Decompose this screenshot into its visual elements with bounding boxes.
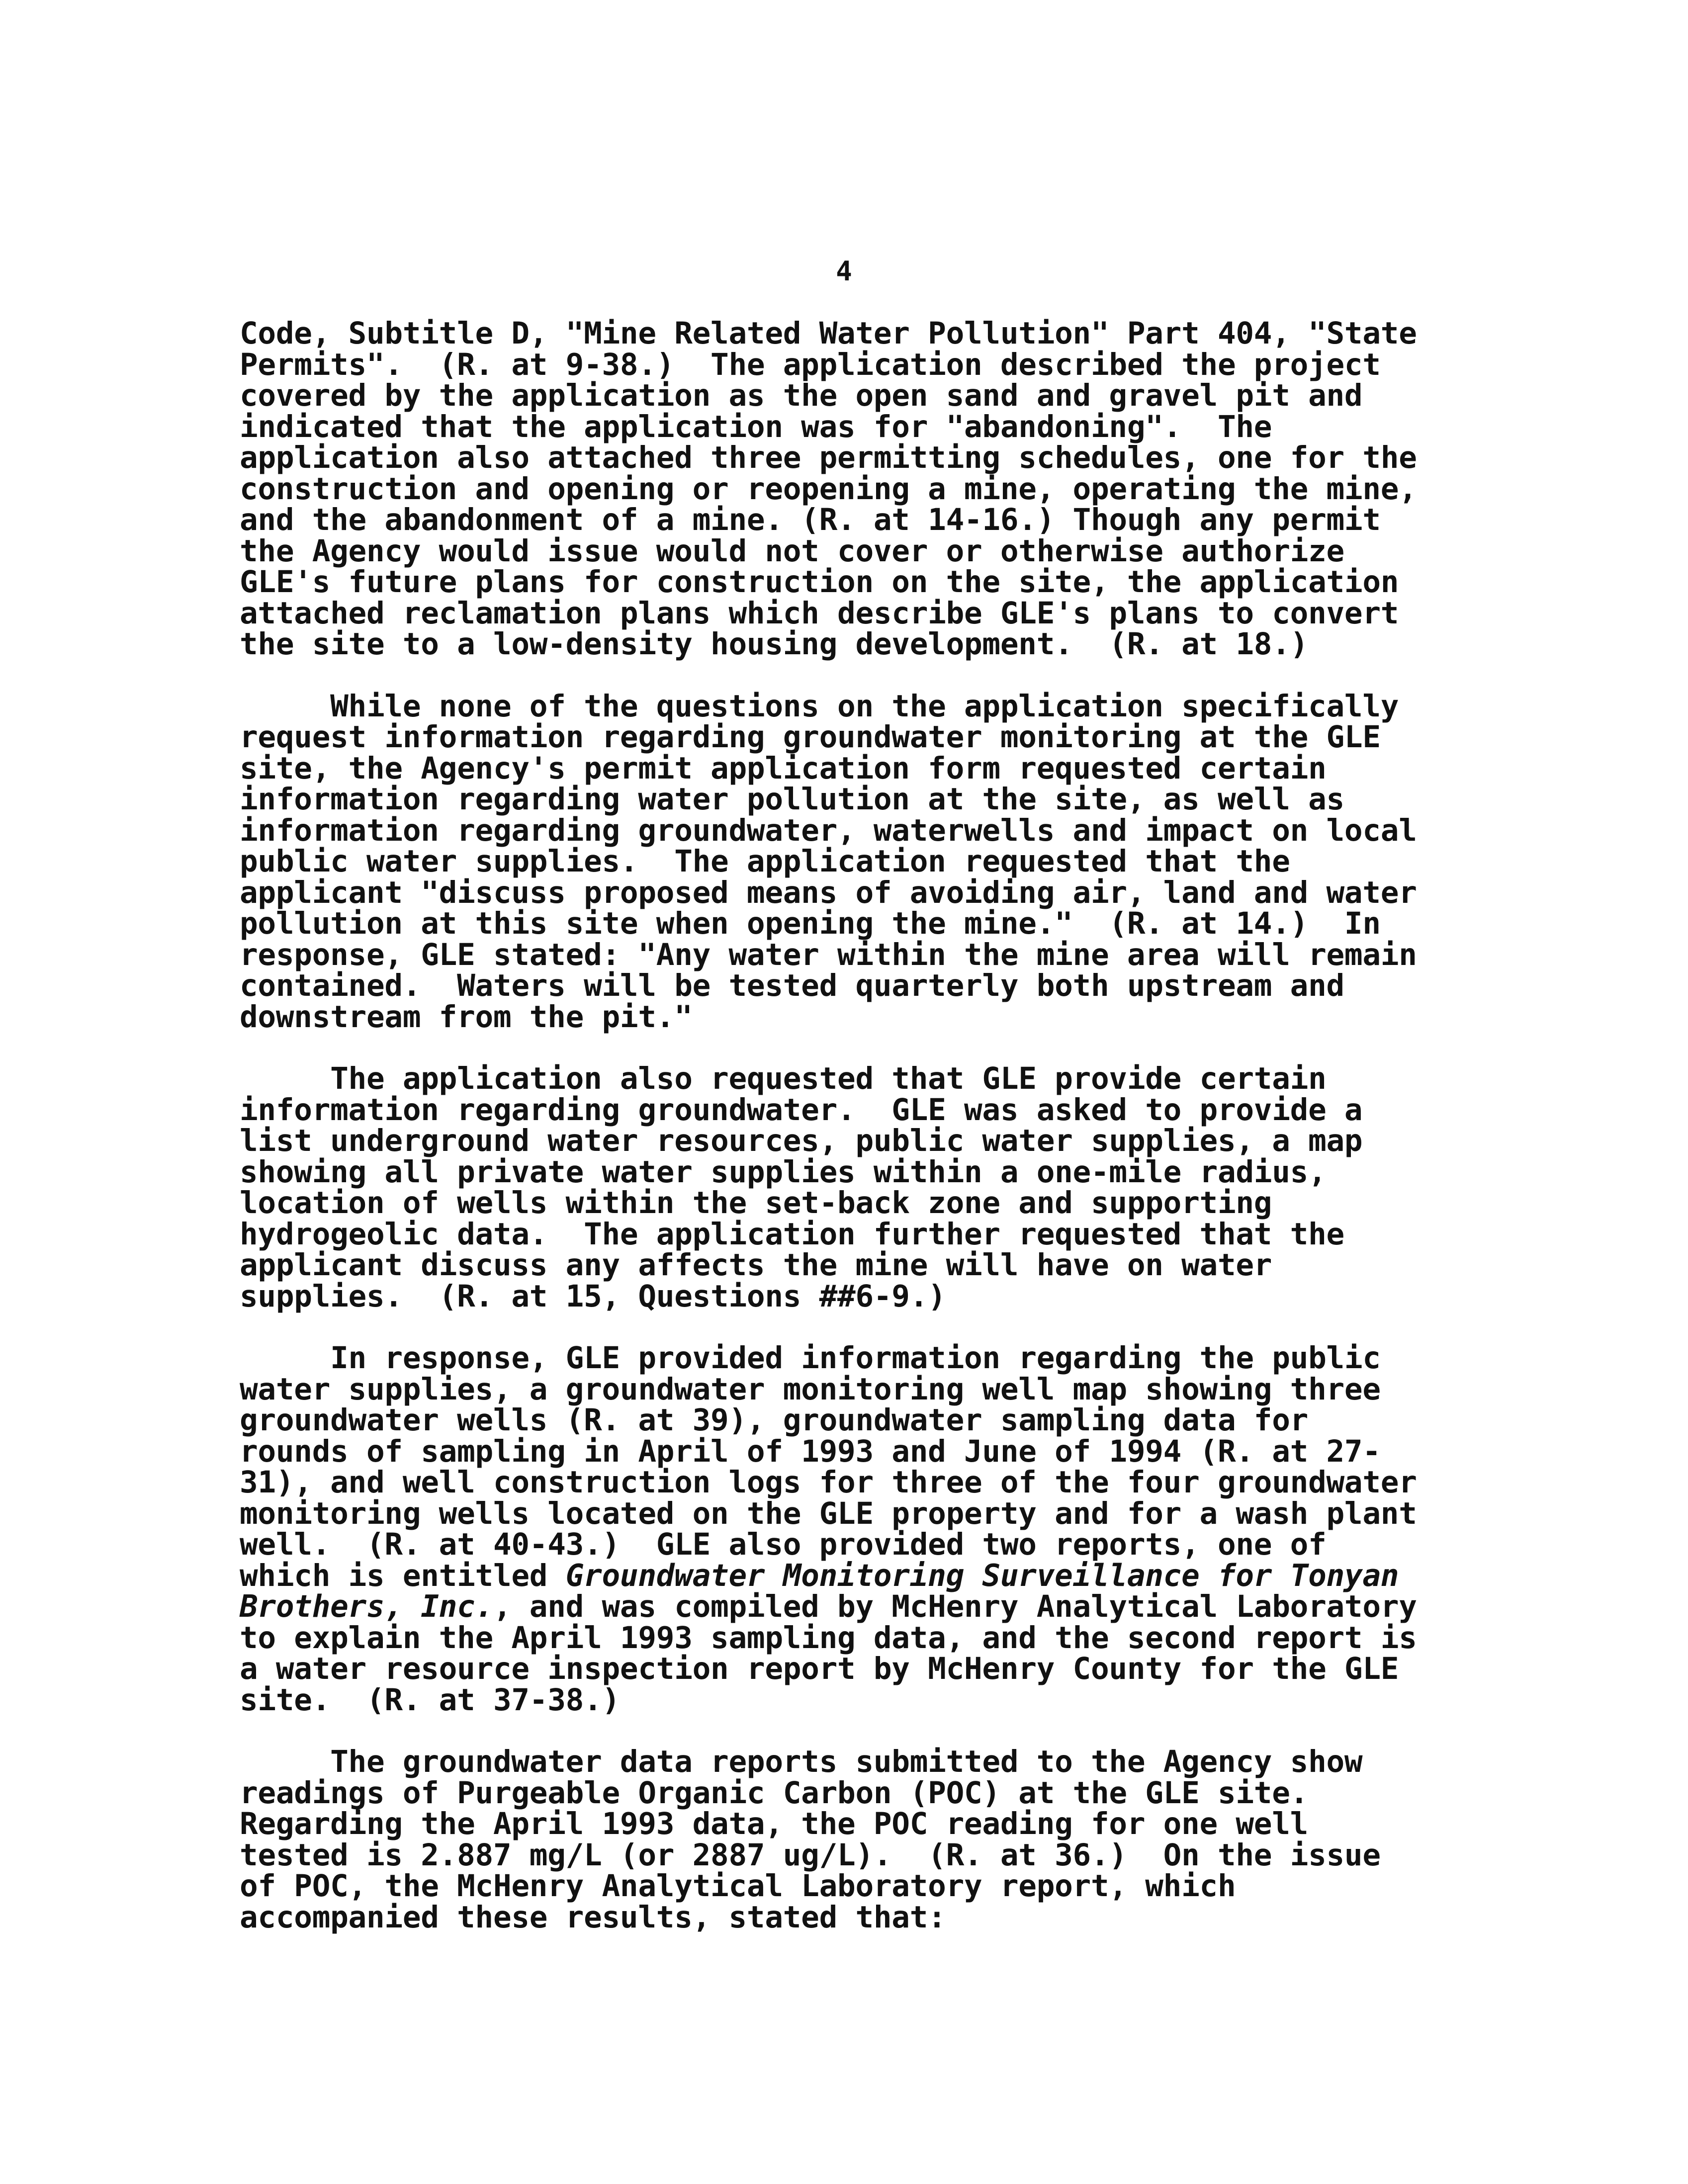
text-line: GLE's future plans for construction on the site, the application bbox=[240, 564, 1399, 600]
text-line: hydrogeolic data. The application further requested that the bbox=[240, 1216, 1344, 1252]
text-line: well. (R. at 40-43.) GLE also provided two reports, one of bbox=[240, 1527, 1327, 1562]
text-line: supplies. (R. at 15, Questions ##6-9.) bbox=[240, 1278, 946, 1314]
text-line: request information regarding groundwater monitoring at the GLE bbox=[240, 719, 1381, 755]
text-line: While none of the questions on the application specifically bbox=[240, 688, 1399, 724]
text-line: and the abandonment of a mine. (R. at 14-16.) Though any permit bbox=[240, 502, 1381, 537]
text-line: pollution at this site when opening the mine." (R. at 14.) In bbox=[240, 906, 1381, 941]
text-line: Permits". (R. at 9-38.) The application described the project bbox=[240, 347, 1381, 382]
text-line: site, the Agency's permit application form requested certain bbox=[240, 750, 1327, 786]
text-line: readings of Purgeable Organic Carbon (POC) at the GLE site. bbox=[240, 1775, 1309, 1811]
text-line: location of wells within the set-back zone and supporting bbox=[240, 1185, 1272, 1221]
text-run: , and was compiled by McHenry Analytical Laboratory bbox=[493, 1589, 1417, 1624]
paragraph-5 bbox=[240, 1744, 1473, 1935]
text-line-mixed bbox=[240, 1591, 1473, 1623]
page-number: 4 bbox=[836, 256, 852, 287]
text-line: list underground water resources, public water supplies, a map bbox=[240, 1123, 1363, 1158]
text-line: of POC, the McHenry Analytical Laboratory report, which bbox=[240, 1868, 1236, 1904]
text-line: groundwater wells (R. at 39), groundwater sampling data for bbox=[240, 1402, 1309, 1438]
text-line: showing all private water supplies within a one-mile radius, bbox=[240, 1154, 1327, 1190]
text-line: rounds of sampling in April of 1993 and June of 1994 (R. at 27- bbox=[240, 1433, 1381, 1469]
text-line: monitoring wells located on the GLE property and for a wash plant bbox=[240, 1495, 1417, 1531]
text-line: applicant discuss any affects the mine will have on water bbox=[240, 1247, 1272, 1283]
text-line: contained. Waters will be tested quarterly both upstream and bbox=[240, 968, 1344, 1003]
text-line: the site to a low-density housing development. (R. at 18.) bbox=[240, 626, 1309, 662]
text-line: The groundwater data reports submitted to the Agency show bbox=[240, 1744, 1363, 1779]
text-line: information regarding groundwater, waterwells and impact on local bbox=[240, 812, 1417, 848]
text-line: 31), and well construction logs for three of the four groundwater bbox=[240, 1465, 1417, 1500]
text-line: information regarding groundwater. GLE was asked to provide a bbox=[240, 1092, 1363, 1128]
text-line: response, GLE stated: "Any water within the mine area will remain bbox=[240, 937, 1417, 972]
body-text bbox=[240, 318, 1473, 1964]
text-line: application also attached three permitting schedules, one for the bbox=[240, 440, 1417, 475]
text-line: applicant "discuss proposed means of avoiding air, land and water bbox=[240, 874, 1417, 910]
text-line: In response, GLE provided information regarding the public bbox=[240, 1340, 1381, 1376]
text-line: information regarding water pollution at the site, as well as bbox=[240, 782, 1344, 817]
text-line: The application also requested that GLE provide certain bbox=[240, 1061, 1327, 1096]
paragraph-3 bbox=[240, 1063, 1473, 1312]
text-line: a water resource inspection report by McHenry County for the GLE bbox=[240, 1651, 1399, 1686]
text-line: public water supplies. The application requested that the bbox=[240, 844, 1290, 879]
text-line: accompanied these results, stated that: bbox=[240, 1899, 946, 1935]
text-line: attached reclamation plans which describe GLE's plans to convert bbox=[240, 595, 1399, 631]
text-line: Code, Subtitle D, "Mine Related Water Pollution" Part 404, "State bbox=[240, 316, 1417, 351]
text-line: construction and opening or reopening a mine, operating the mine, bbox=[240, 471, 1417, 507]
text-line: tested is 2.887 mg/L (or 2887 ug/L). (R. at 36.) On the issue bbox=[240, 1837, 1381, 1873]
text-line-mixed bbox=[240, 1558, 1473, 1593]
text-line: indicated that the application was for "abandoning". The bbox=[240, 409, 1272, 444]
text-line: water supplies, a groundwater monitoring well map showing three bbox=[240, 1371, 1381, 1407]
report-title-italic: Groundwater Monitoring Surveillance for Tonyan bbox=[565, 1558, 1399, 1593]
text-run: which is entitled bbox=[240, 1558, 566, 1593]
text-line: downstream from the pit." bbox=[240, 999, 693, 1035]
paragraph-2 bbox=[240, 688, 1473, 1035]
text-line: to explain the April 1993 sampling data, and the second report is bbox=[240, 1620, 1417, 1656]
report-title-italic: Brothers, Inc. bbox=[240, 1589, 493, 1624]
text-line: covered by the application as the open sand and gravel pit and bbox=[240, 378, 1363, 413]
paragraph-4 bbox=[240, 1340, 1473, 1718]
text-line: Regarding the April 1993 data, the POC reading for one well bbox=[240, 1806, 1309, 1841]
text-line: site. (R. at 37-38.) bbox=[240, 1682, 620, 1718]
text-line: the Agency would issue would not cover or otherwise authorize bbox=[240, 533, 1344, 569]
paragraph-1 bbox=[240, 318, 1473, 660]
